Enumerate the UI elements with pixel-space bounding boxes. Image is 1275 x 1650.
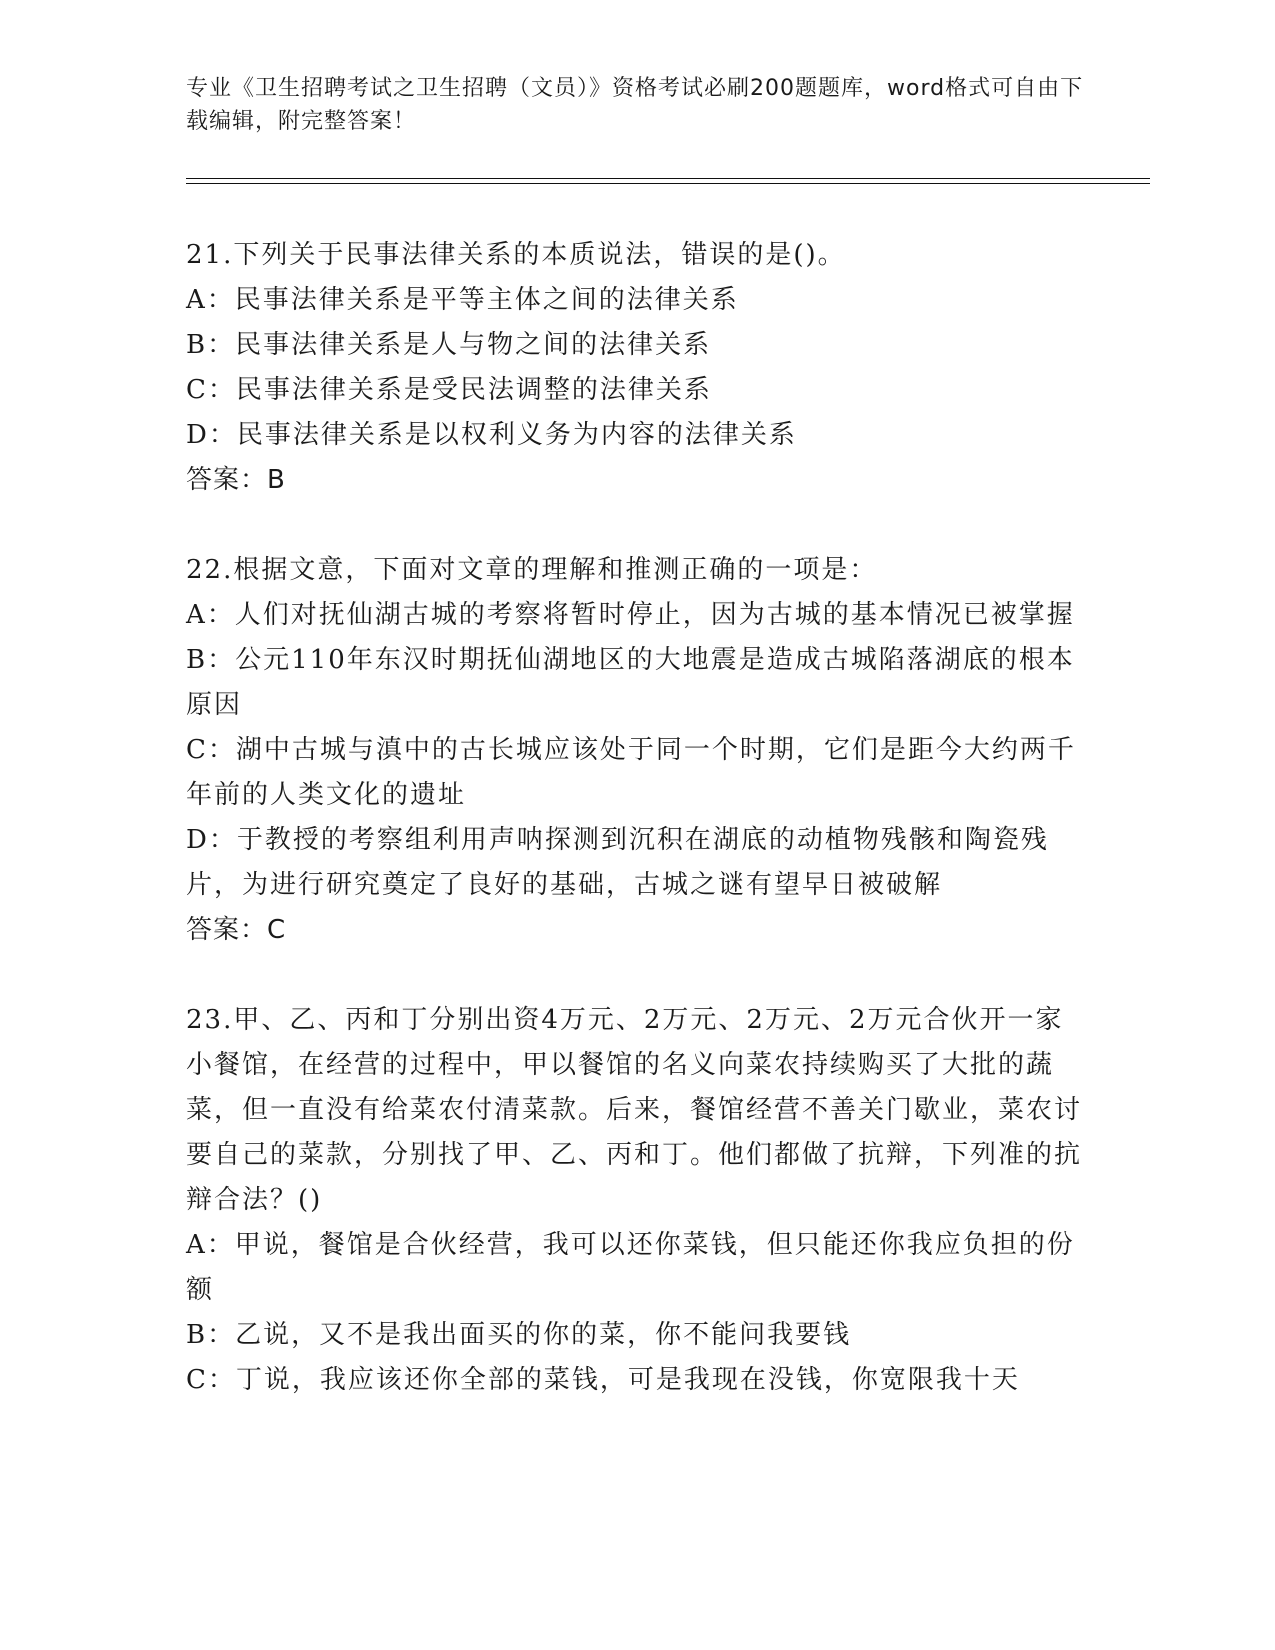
option-b: B：民事法律关系是人与物之间的法律关系 [186,330,712,360]
option-a: A：民事法律关系是平等主体之间的法律关系 [186,285,739,315]
question-stem: 23.甲、乙、丙和丁分别出资4万元、2万元、2万元、2万元合伙开一家小餐馆，在经营的过程中，甲以餐馆的名义向菜农持续购买了大批的蔬菜，但一直没有给菜农付清菜款。后来，餐馆经营不善关门歇业，菜农讨要自己的菜款，分别找了甲、乙、丙和丁。他们都做了抗辩，下列准的抗辩合法？() [186,1005,1083,1215]
header-divider-bottom [186,183,1150,184]
option-c: C：湖中古城与滇中的古长城应该处于同一个时期，它们是距今大约两千年前的人类文化的遗址 [186,735,1076,810]
question-23 [186,998,1086,1403]
option-a: A：甲说，餐馆是合伙经营，我可以还你菜钱，但只能还你我应负担的份额 [186,1230,1075,1305]
question-stem: 22.根据文意，下面对文章的理解和推测正确的一项是： [186,555,878,585]
question-list [186,233,1086,1448]
option-b: B：乙说，又不是我出面买的你的菜，你不能问我要钱 [186,1320,852,1350]
answer: 答案：B [186,465,286,495]
option-c: C：丁说，我应该还你全部的菜钱，可是我现在没钱，你宽限我十天 [186,1365,1020,1395]
question-stem: 21.下列关于民事法律关系的本质说法，错误的是()。 [186,240,846,270]
document-header: 专业《卫生招聘考试之卫生招聘（文员）》资格考试必刷200题题库，word格式可自由下载编辑，附完整答案！ [186,76,1084,134]
option-c: C：民事法律关系是受民法调整的法律关系 [186,375,712,405]
header-divider-top [186,178,1150,179]
question-21 [186,233,1086,503]
question-22 [186,548,1086,953]
option-d: D：民事法律关系是以权利义务为内容的法律关系 [186,420,797,450]
option-d: D：于教授的考察组利用声呐探测到沉积在湖底的动植物残骸和陶瓷残片，为进行研究奠定了良好的基础，古城之谜有望早日被破解 [186,825,1049,900]
answer: 答案：C [186,915,287,945]
option-a: A：人们对抚仙湖古城的考察将暂时停止，因为古城的基本情况已被掌握 [186,600,1075,630]
option-b: B：公元110年东汉时期抚仙湖地区的大地震是造成古城陷落湖底的根本原因 [186,645,1075,720]
